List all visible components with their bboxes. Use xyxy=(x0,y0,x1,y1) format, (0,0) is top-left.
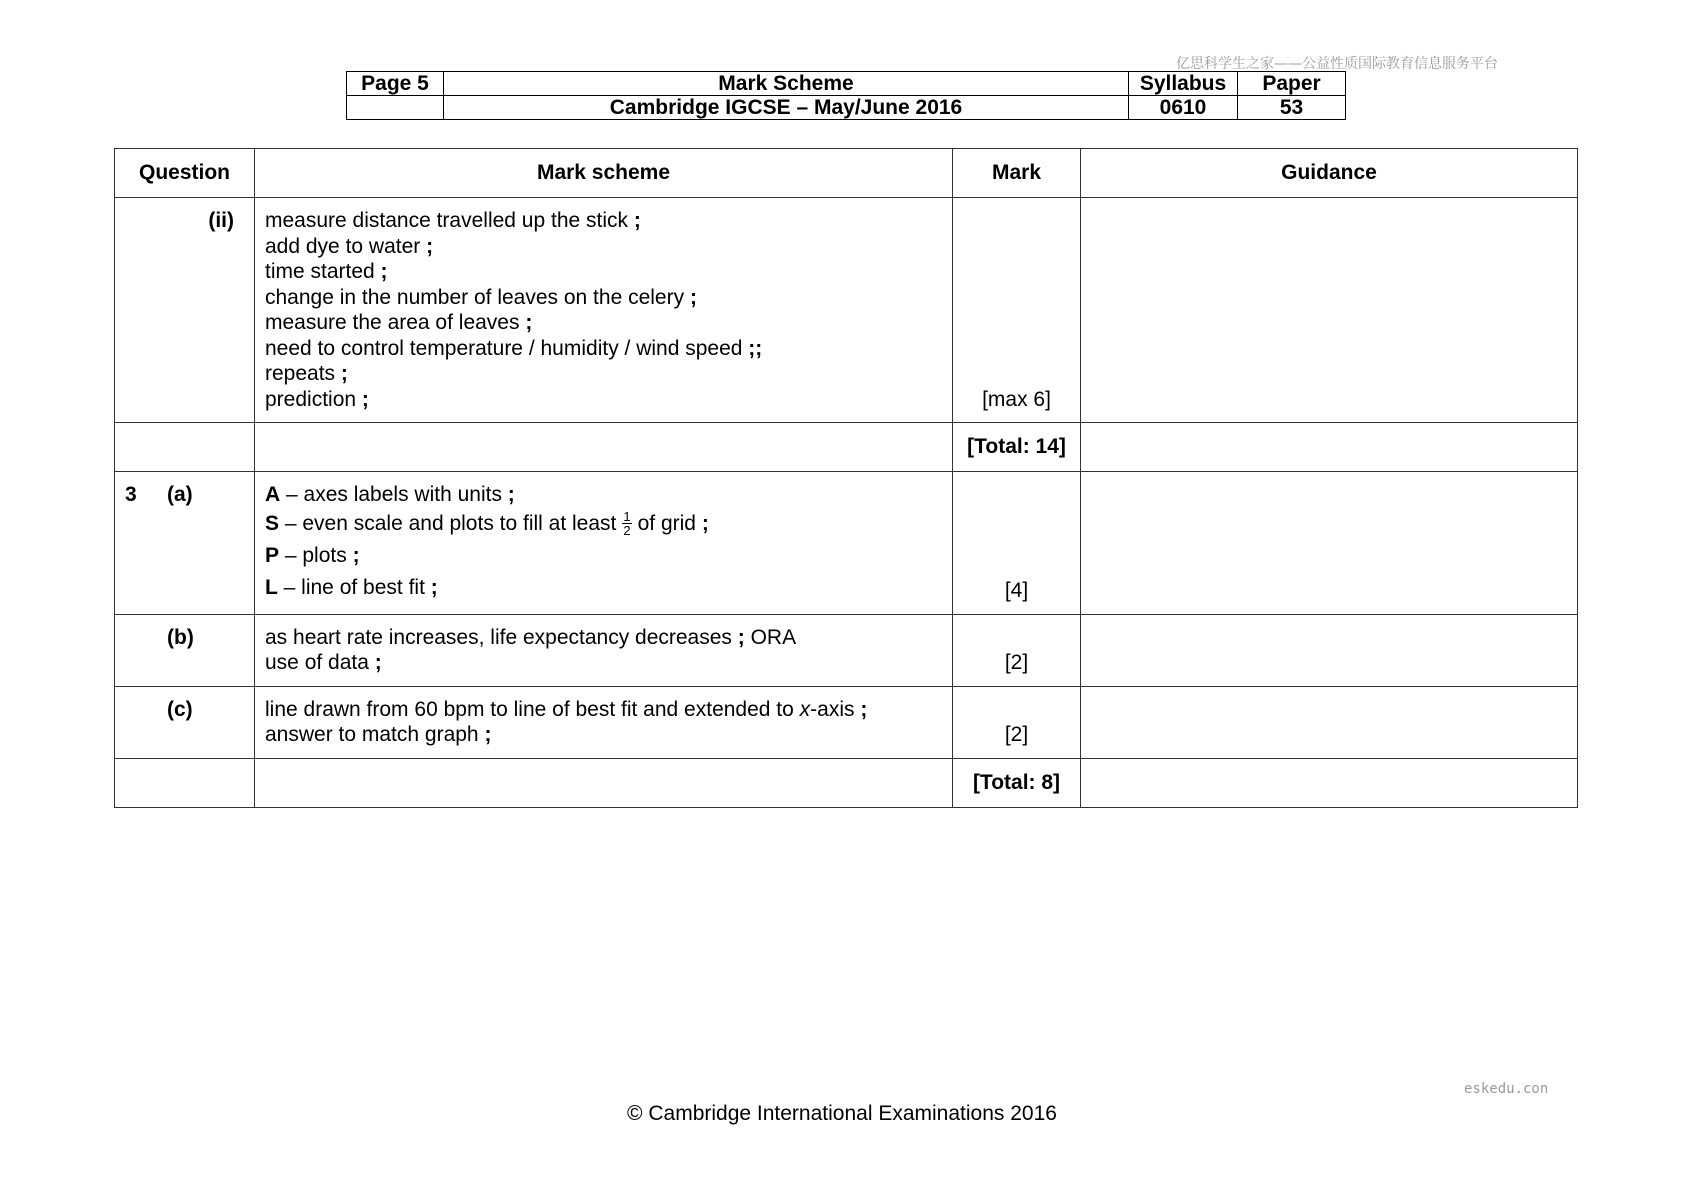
column-header-guidance: Guidance xyxy=(1081,149,1578,198)
list-item: repeats ; xyxy=(265,362,348,385)
list-item: line drawn from 60 bpm to line of best fit and extended to x-axis ; xyxy=(265,697,868,721)
list-item: change in the number of leaves on the celery ; xyxy=(265,285,697,309)
question-label: (ii) xyxy=(115,198,255,423)
guidance-cell xyxy=(1081,198,1578,423)
column-header-mark-scheme: Mark scheme xyxy=(255,149,953,198)
mark-value: [2] xyxy=(953,614,1081,686)
document-subtitle: Cambridge IGCSE – May/June 2016 xyxy=(444,96,1129,120)
page-number: Page 5 xyxy=(347,72,444,96)
table-header-row xyxy=(115,149,1578,198)
mark-scheme-cell xyxy=(255,472,953,615)
mark-scheme-cell xyxy=(255,198,953,423)
question-label: (c) xyxy=(115,686,255,758)
mark-value: [4] xyxy=(953,472,1081,615)
list-item: L – line of best fit ; xyxy=(265,575,438,599)
table-row-total-8 xyxy=(115,758,1578,807)
list-item: need to control temperature / humidity / wind speed ;; xyxy=(265,336,763,360)
fraction-half: $\frac{1}{2}$ xyxy=(623,509,631,539)
list-item: add dye to water ; xyxy=(265,234,434,258)
header-table xyxy=(346,71,1346,120)
total-mark: [Total: 8] xyxy=(953,758,1081,807)
list-item: measure distance travelled up the stick ; xyxy=(265,209,641,232)
syllabus-value: 0610 xyxy=(1129,96,1238,120)
watermark-bottom: eskedu.con xyxy=(1464,1081,1549,1097)
paper-value: 53 xyxy=(1238,96,1346,120)
copyright-footer: © Cambridge International Examinations 2016 xyxy=(627,1102,1057,1125)
total-mark: [Total: 14] xyxy=(953,423,1081,472)
list-item: use of data ; xyxy=(265,651,382,674)
table-row-3b xyxy=(115,614,1578,686)
table-row-3c xyxy=(115,686,1578,758)
list-item: measure the area of leaves ; xyxy=(265,311,533,334)
mark-scheme-cell xyxy=(255,614,953,686)
table-row-3a xyxy=(115,472,1578,615)
list-item: time started ; xyxy=(265,260,388,283)
mark-value: [2] xyxy=(953,686,1081,758)
list-item: P – plots ; xyxy=(265,543,360,567)
table-row-2-ii xyxy=(115,198,1578,423)
question-label: 3 (a) xyxy=(115,472,255,615)
paper-label: Paper xyxy=(1238,72,1346,96)
mark-value: [max 6] xyxy=(953,198,1081,423)
mark-scheme-table xyxy=(114,148,1578,808)
list-item: answer to match graph ; xyxy=(265,723,492,746)
table-row-total-14 xyxy=(115,423,1578,472)
watermark-top: 亿思科学生之家——公益性质国际教育信息服务平台 xyxy=(1176,56,1498,72)
guidance-cell xyxy=(1081,686,1578,758)
empty-cell xyxy=(347,96,444,120)
list-item: as heart rate increases, life expectancy decreases ; ORA xyxy=(265,625,797,649)
mark-scheme-cell xyxy=(255,686,953,758)
list-item: prediction ; xyxy=(265,387,369,411)
column-header-question: Question xyxy=(115,149,255,198)
document-title: Mark Scheme xyxy=(444,72,1129,96)
list-item: S – even scale and plots to fill at least $\frac{1}{2}$ of grid ; xyxy=(265,509,709,539)
column-header-mark: Mark xyxy=(953,149,1081,198)
question-label: (b) xyxy=(115,614,255,686)
guidance-cell xyxy=(1081,614,1578,686)
list-item: A – axes labels with units ; xyxy=(265,483,515,506)
guidance-cell xyxy=(1081,472,1578,615)
syllabus-label: Syllabus xyxy=(1129,72,1238,96)
